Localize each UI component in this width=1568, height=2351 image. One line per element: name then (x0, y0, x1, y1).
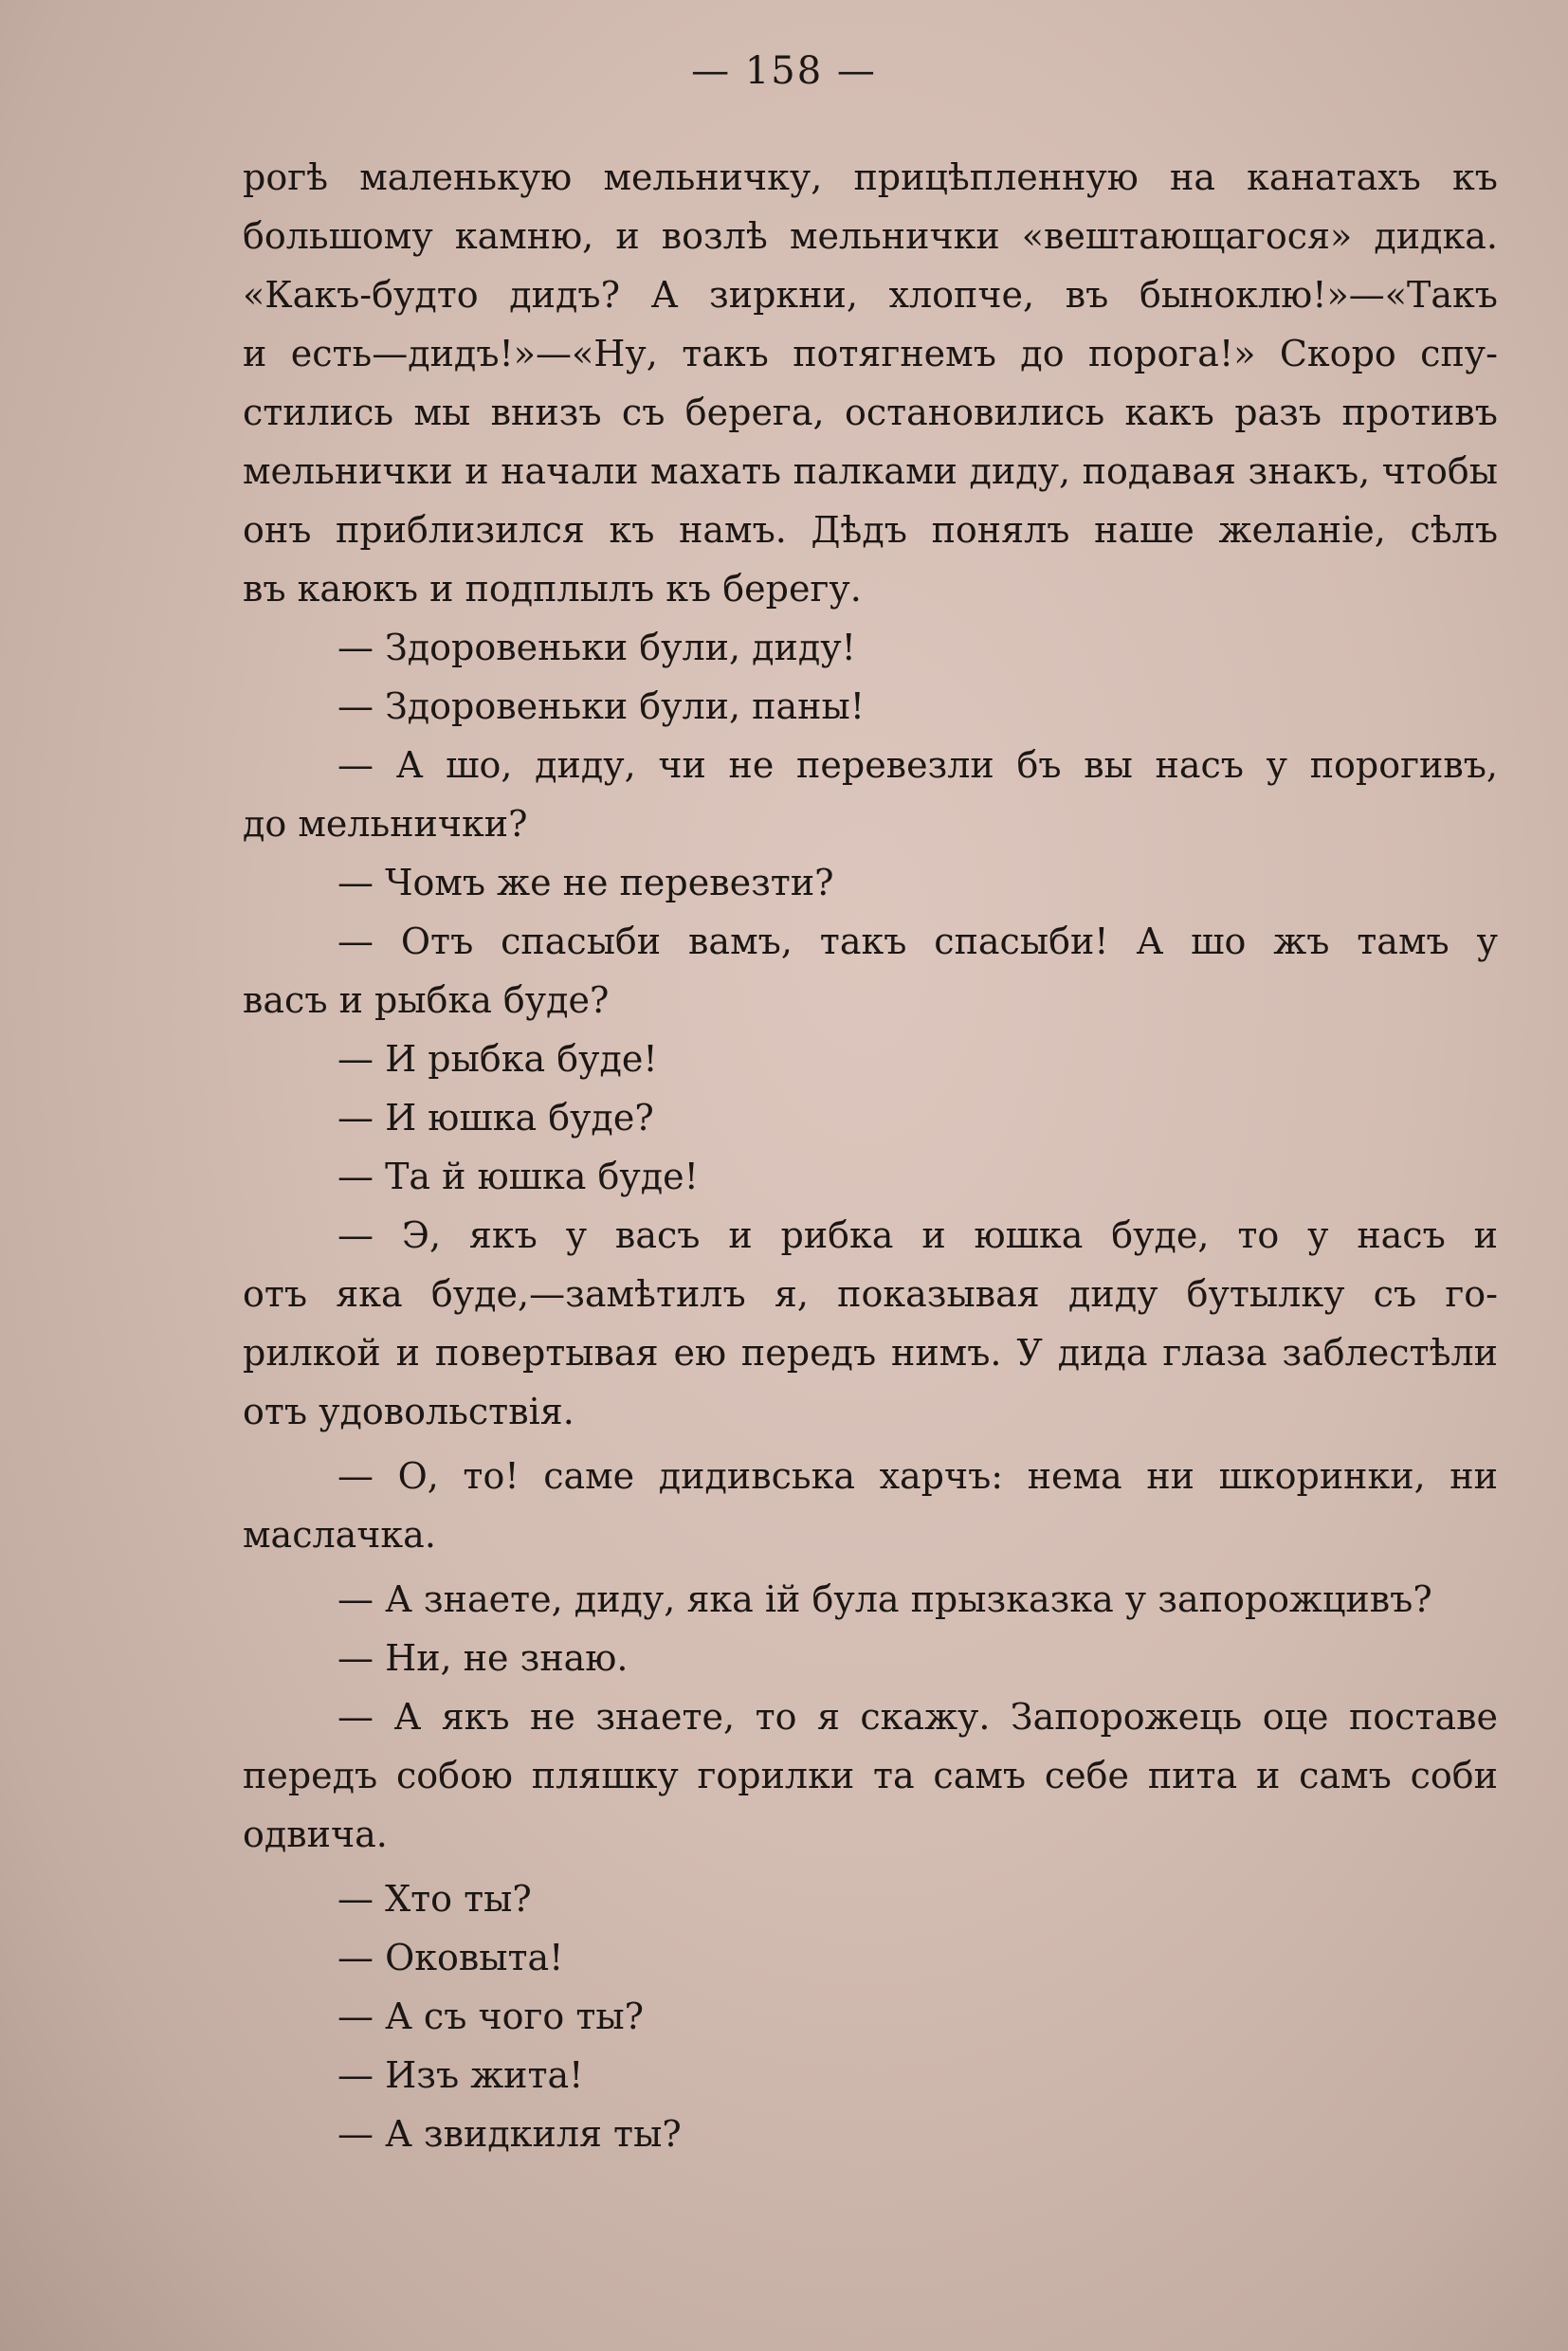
text-line: стились мы внизъ съ берега, остановились какъ разъ противъ (243, 392, 1498, 433)
text-line: и есть—дидъ!»—«Ну, такъ потягнемъ до порога!» Скоро спу- (243, 333, 1498, 374)
text-line: маслачка. (243, 1514, 436, 1556)
text-line: — Чомъ же не перевезти? (337, 862, 834, 903)
text-line: — Хто ты? (337, 1878, 532, 1920)
text-line: въ каюкъ и подплылъ къ берегу. (243, 568, 862, 610)
text-line: — Отъ спасыби вамъ, такъ спасыби! А шо жъ тамъ у (337, 920, 1498, 962)
text-line: до мельнички? (243, 803, 528, 845)
text-line: — Здоровеньки були, диду! (337, 627, 856, 668)
page-number: — 158 — (691, 49, 877, 93)
text-line: отъ удовольствія. (243, 1391, 574, 1432)
text-line: передъ собою пляшку горилки та самъ себе пита и самъ соби (243, 1755, 1498, 1796)
text-line: мельнички и начали махать палками диду, подавая знакъ, чтобы (243, 450, 1498, 492)
text-line: — Изъ жита! (337, 2054, 584, 2096)
text-line: отъ яка буде,—замѣтилъ я, показывая диду бутылку съ го- (243, 1273, 1498, 1315)
text-line: большому камню, и возлѣ мельнички «вештающагося» дидка. (243, 215, 1498, 257)
text-line: — Оковыта! (337, 1937, 564, 1978)
text-line: — А шо, диду, чи не перевезли бъ вы насъ у порогивъ, (337, 744, 1498, 786)
text-line: рилкой и повертывая ею передъ нимъ. У дида глаза заблестѣли (243, 1332, 1498, 1374)
text-line: — И рыбка буде! (337, 1038, 658, 1080)
text-line: одвича. (243, 1813, 388, 1855)
text-line: онъ приблизился къ намъ. Дѣдъ понялъ наше желаніе, сѣлъ (243, 509, 1498, 551)
text-line: — А звидкиля ты? (337, 2113, 682, 2155)
text-line: — А знаете, диду, яка ій була прызказка у запорожцивъ? (337, 1578, 1432, 1620)
text-line: «Какъ-будто дидъ? А зиркни, хлопче, въ быноклю!»—«Такъ (243, 274, 1498, 316)
text-line: — Та й юшка буде! (337, 1156, 699, 1197)
text-line: — Э, якъ у васъ и рибка и юшка буде, то у насъ и (337, 1214, 1498, 1256)
text-line: — Ни, не знаю. (337, 1637, 629, 1679)
text-line: — И юшка буде? (337, 1097, 654, 1139)
body-text (243, 148, 1498, 2163)
text-line: рогѣ маленькую мельничку, прицѣпленную на канатахъ къ (243, 156, 1498, 198)
text-line: — А якъ не знаете, то я скажу. Запорожець оце поставе (337, 1696, 1498, 1738)
text-line: — О, то! саме дидивська харчъ: нема ни шкоринки, ни (337, 1455, 1498, 1497)
text-line: — А съ чого ты? (337, 1996, 644, 2037)
text-line: васъ и рыбка буде? (243, 979, 610, 1021)
text-line: — Здоровеньки були, паны! (337, 685, 865, 727)
